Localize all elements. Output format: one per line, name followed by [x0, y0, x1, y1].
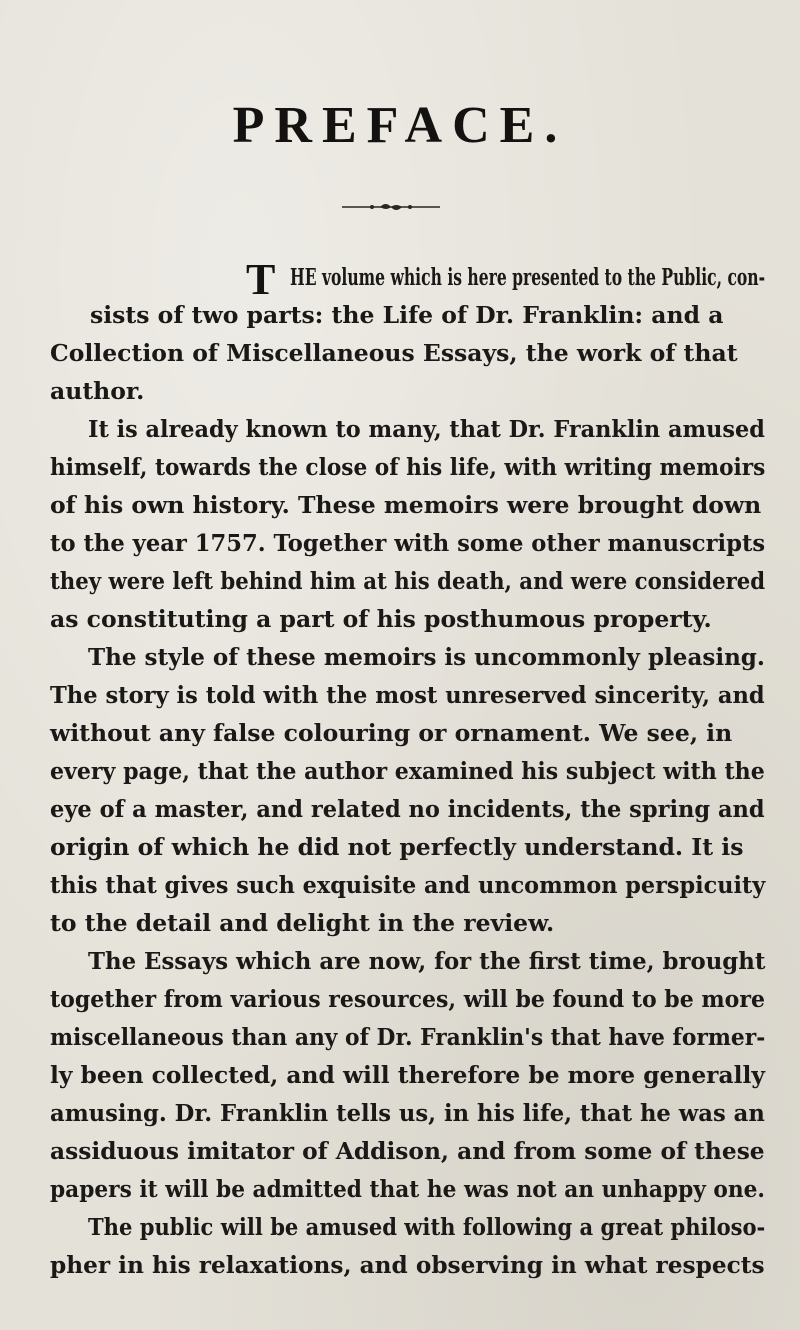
- page-title: PREFACE.: [232, 97, 568, 154]
- text-line: The Essays which are now, for the first time, brought: [88, 947, 766, 975]
- text-line: papers it will be admitted that he was not an unhappy one.: [50, 1175, 765, 1203]
- text-line: without any false colouring or ornament. We see, in: [50, 719, 733, 747]
- text-line: It is already known to many, that Dr. Franklin amused: [88, 415, 765, 443]
- text-line: The style of these memoirs is uncommonly pleasing.: [88, 643, 765, 671]
- text-line: together from various resources, will be found to be more: [50, 985, 765, 1013]
- text-line: The public will be amused with following a great philoso-: [88, 1213, 766, 1241]
- text-line: ly been collected, and will therefore be more generally: [50, 1061, 765, 1089]
- text-line: origin of which he did not perfectly understand. It is: [50, 833, 744, 861]
- text-line: to the year 1757. Together with some other manuscripts: [50, 529, 766, 557]
- text-line: they were left behind him at his death, and were considered: [50, 567, 766, 595]
- text-line: of his own history. These memoirs were brought down: [50, 491, 762, 519]
- text-line: sists of two parts: the Life of Dr. Franklin: and a: [90, 301, 724, 329]
- text-line: himself, towards the close of his life, with writing memoirs: [50, 453, 766, 481]
- drop-cap: T: [246, 255, 276, 304]
- text-line: author.: [50, 377, 145, 405]
- text-line: The story is told with the most unreserved sincerity, and: [50, 681, 765, 709]
- text-line: miscellaneous than any of Dr. Franklin's that have former-: [50, 1023, 766, 1051]
- ornament-rule: [340, 200, 442, 214]
- text-line: HE volume which is here presented to the Public, con-: [290, 263, 766, 291]
- text-line: to the detail and delight in the review.: [50, 909, 555, 937]
- text-line: eye of a master, and related no incidents, the spring and: [50, 795, 765, 823]
- text-line: amusing. Dr. Franklin tells us, in his life, that he was an: [50, 1099, 765, 1127]
- text-line: pher in his relaxations, and observing in what respects: [50, 1251, 765, 1279]
- text-line: Collection of Miscellaneous Essays, the work of that: [50, 339, 738, 367]
- text-line: as constituting a part of his posthumous property.: [50, 605, 712, 633]
- text-line: every page, that the author examined his subject with the: [50, 757, 765, 785]
- text-line: assiduous imitator of Addison, and from some of these: [50, 1137, 765, 1165]
- text-line: this that gives such exquisite and uncommon perspicuity: [50, 871, 766, 899]
